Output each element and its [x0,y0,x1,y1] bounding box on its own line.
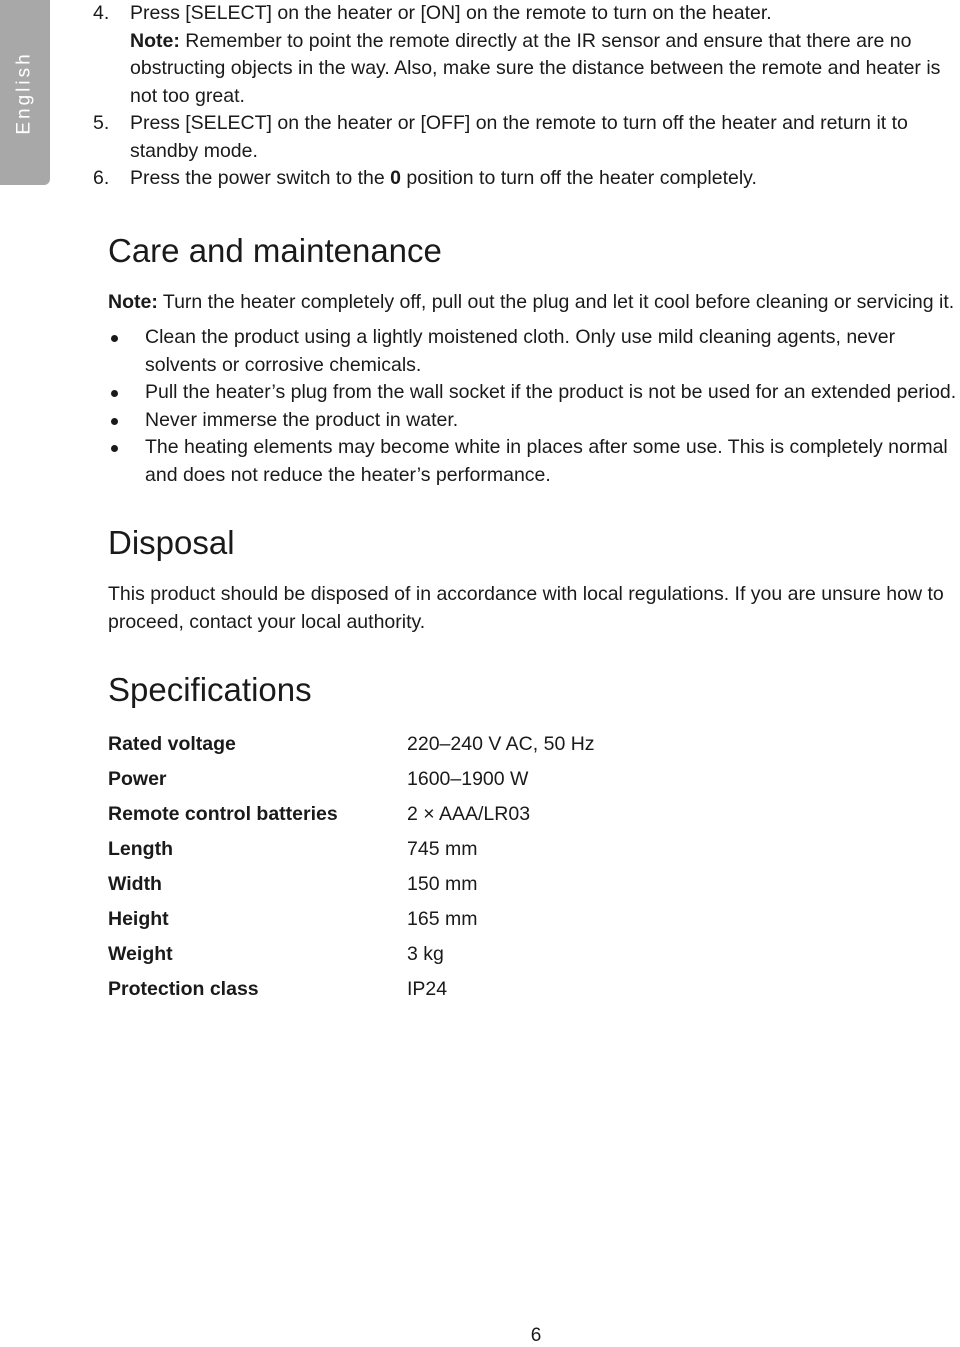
care-bullet-list [108,324,960,489]
step-text: Press [SELECT] on the heater or [ON] on the remote to turn on the heater. [130,2,772,24]
specifications-heading: Specifications [108,671,312,708]
spec-label: Power [108,768,167,790]
spec-value: 220–240 V AC, 50 Hz [407,733,595,755]
spec-value: 150 mm [407,873,478,895]
spec-label: Weight [108,943,173,965]
list-item [108,407,960,435]
bullet-icon [108,434,145,489]
table-row [108,972,595,1007]
step-text-after: position to turn off the heater completely. [400,167,757,189]
language-tab [0,0,50,185]
bullet-icon [108,379,145,407]
spec-value: 2 × AAA/LR03 [407,803,531,825]
step-text-bold: 0 [390,167,401,189]
bullet-text: Clean the product using a lightly moistened cloth. Only use mild cleaning agents, never solvents or corrosive chemicals. [145,326,896,376]
spec-value: 3 kg [407,943,444,965]
spec-label: Height [108,908,169,930]
spec-value: IP24 [407,978,448,1000]
table-row [108,762,595,797]
bullet-text: Pull the heater’s plug from the wall socket if the product is not be used for an extended period. [145,381,957,403]
specifications-table [108,727,595,1007]
table-row [108,797,595,832]
list-item [108,434,960,489]
bullet-icon [108,407,145,435]
spec-value: 745 mm [407,838,478,860]
step-number: 4. [93,2,110,24]
spec-label: Width [108,873,162,895]
table-row [108,727,595,762]
language-label: English [14,50,36,135]
note-text: Turn the heater completely off, pull out the plug and let it cool before cleaning or servicing it. [157,290,955,313]
page-number: 6 [530,1325,542,1346]
table-row [108,937,595,972]
disposal-text: This product should be disposed of in accordance with local regulations. If you are unsure how to proceed, contact your local authority. [108,583,944,633]
list-item [108,324,960,379]
table-row [108,867,595,902]
instruction-steps [93,0,960,193]
spec-label: Protection class [108,978,259,1000]
table-row [108,902,595,937]
care-note [108,289,960,317]
step-5 [93,110,960,165]
care-heading: Care and maintenance [108,231,442,269]
bullet-icon [108,324,145,379]
disposal-heading: Disposal [108,524,235,561]
step-4 [93,0,960,110]
step-text-before: Press the power switch to the [130,167,391,189]
step-number: 6. [93,167,110,189]
page-content [93,0,960,1007]
bullet-text: The heating elements may become white in places after some use. This is completely normal and does not reduce the heater’s performance. [145,436,948,486]
spec-label: Rated voltage [108,733,236,755]
spec-value: 1600–1900 W [407,768,529,790]
note-text: Remember to point the remote directly at the IR sensor and ensure that there are no obstructing objects in the way. Also, make sure the distance between the remote and heater is not too great. [130,29,941,107]
spec-value: 165 mm [407,908,478,930]
list-item [108,379,960,407]
note-label: Note: [108,290,158,313]
note-label: Note: [130,29,180,52]
step-6 [93,165,960,193]
spec-label: Remote control batteries [108,803,338,825]
table-row [108,832,595,867]
step-text: Press [SELECT] on the heater or [OFF] on the remote to turn off the heater and return it to standby mode. [130,112,908,162]
bullet-text: Never immerse the product in water. [145,408,459,431]
step-number: 5. [93,112,110,134]
spec-label: Length [108,838,173,860]
